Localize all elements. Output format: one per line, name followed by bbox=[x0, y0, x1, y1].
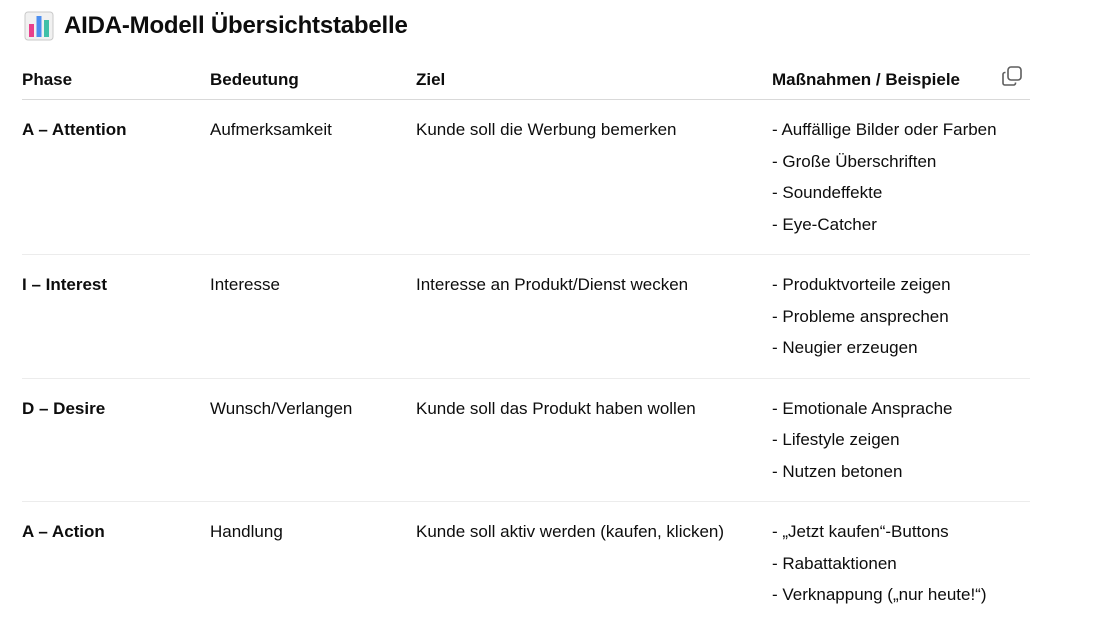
cell-massnahmen bbox=[772, 502, 1030, 623]
list-item: - Rabattaktionen bbox=[772, 553, 897, 573]
table-row bbox=[22, 255, 1030, 379]
cell-massnahmen bbox=[772, 378, 1030, 502]
cell-massnahmen bbox=[772, 100, 1030, 255]
cell-massnahmen bbox=[772, 255, 1030, 379]
cell-phase: I – Interest bbox=[22, 255, 210, 379]
column-header-bedeutung: Bedeutung bbox=[210, 60, 416, 100]
column-header-massnahmen-label: Maßnahmen / Beispiele bbox=[772, 69, 960, 89]
cell-ziel: Kunde soll das Produkt haben wollen bbox=[416, 378, 772, 502]
cell-phase: A – Action bbox=[22, 522, 105, 541]
aida-table bbox=[22, 60, 1030, 623]
cell-ziel: Kunde soll die Werbung bemerken bbox=[416, 100, 772, 255]
list-item: - Soundeffekte bbox=[772, 183, 883, 202]
cell-bedeutung: Aufmerksamkeit bbox=[210, 100, 416, 255]
list-item: - Produktvorteile zeigen bbox=[772, 275, 951, 294]
aida-table-container bbox=[22, 60, 1030, 623]
page-heading bbox=[24, 10, 408, 42]
page-title: AIDA-Modell Übersichtstabelle bbox=[64, 12, 408, 39]
table-row bbox=[22, 378, 1030, 502]
column-header-phase: Phase bbox=[22, 60, 210, 100]
list-item: - Auffällige Bilder oder Farben bbox=[772, 120, 997, 139]
table-row bbox=[22, 100, 1030, 255]
copy-table-button[interactable] bbox=[1000, 64, 1024, 88]
cell-phase: D – Desire bbox=[22, 378, 210, 502]
copy-icon bbox=[1001, 65, 1023, 87]
column-header-ziel: Ziel bbox=[416, 60, 772, 100]
cell-phase: A – Attention bbox=[22, 100, 210, 255]
list-item: - Emotionale Ansprache bbox=[772, 398, 953, 418]
cell-ziel: Interesse an Produkt/Dienst wecken bbox=[416, 255, 772, 379]
cell-ziel: Kunde soll aktiv werden (kaufen, klicken) bbox=[416, 522, 725, 541]
list-item: - Verknappung („nur heute!“) bbox=[772, 585, 987, 604]
list-item: - Probleme ansprechen bbox=[772, 306, 949, 326]
cell-bedeutung: Handlung bbox=[210, 522, 283, 541]
table-row bbox=[22, 502, 1030, 623]
table-header-row bbox=[22, 60, 1030, 100]
list-item: - Eye-Catcher bbox=[772, 214, 877, 234]
list-item: - „Jetzt kaufen“-Buttons bbox=[772, 522, 949, 541]
cell-bedeutung: Wunsch/Verlangen bbox=[210, 378, 416, 502]
list-item: - Große Überschriften bbox=[772, 151, 937, 171]
list-item: - Lifestyle zeigen bbox=[772, 430, 900, 449]
bar-chart-emoji-icon bbox=[24, 11, 54, 41]
list-item: - Nutzen betonen bbox=[772, 461, 903, 481]
cell-bedeutung: Interesse bbox=[210, 255, 416, 379]
list-item: - Neugier erzeugen bbox=[772, 338, 918, 357]
column-header-massnahmen bbox=[772, 60, 1030, 100]
